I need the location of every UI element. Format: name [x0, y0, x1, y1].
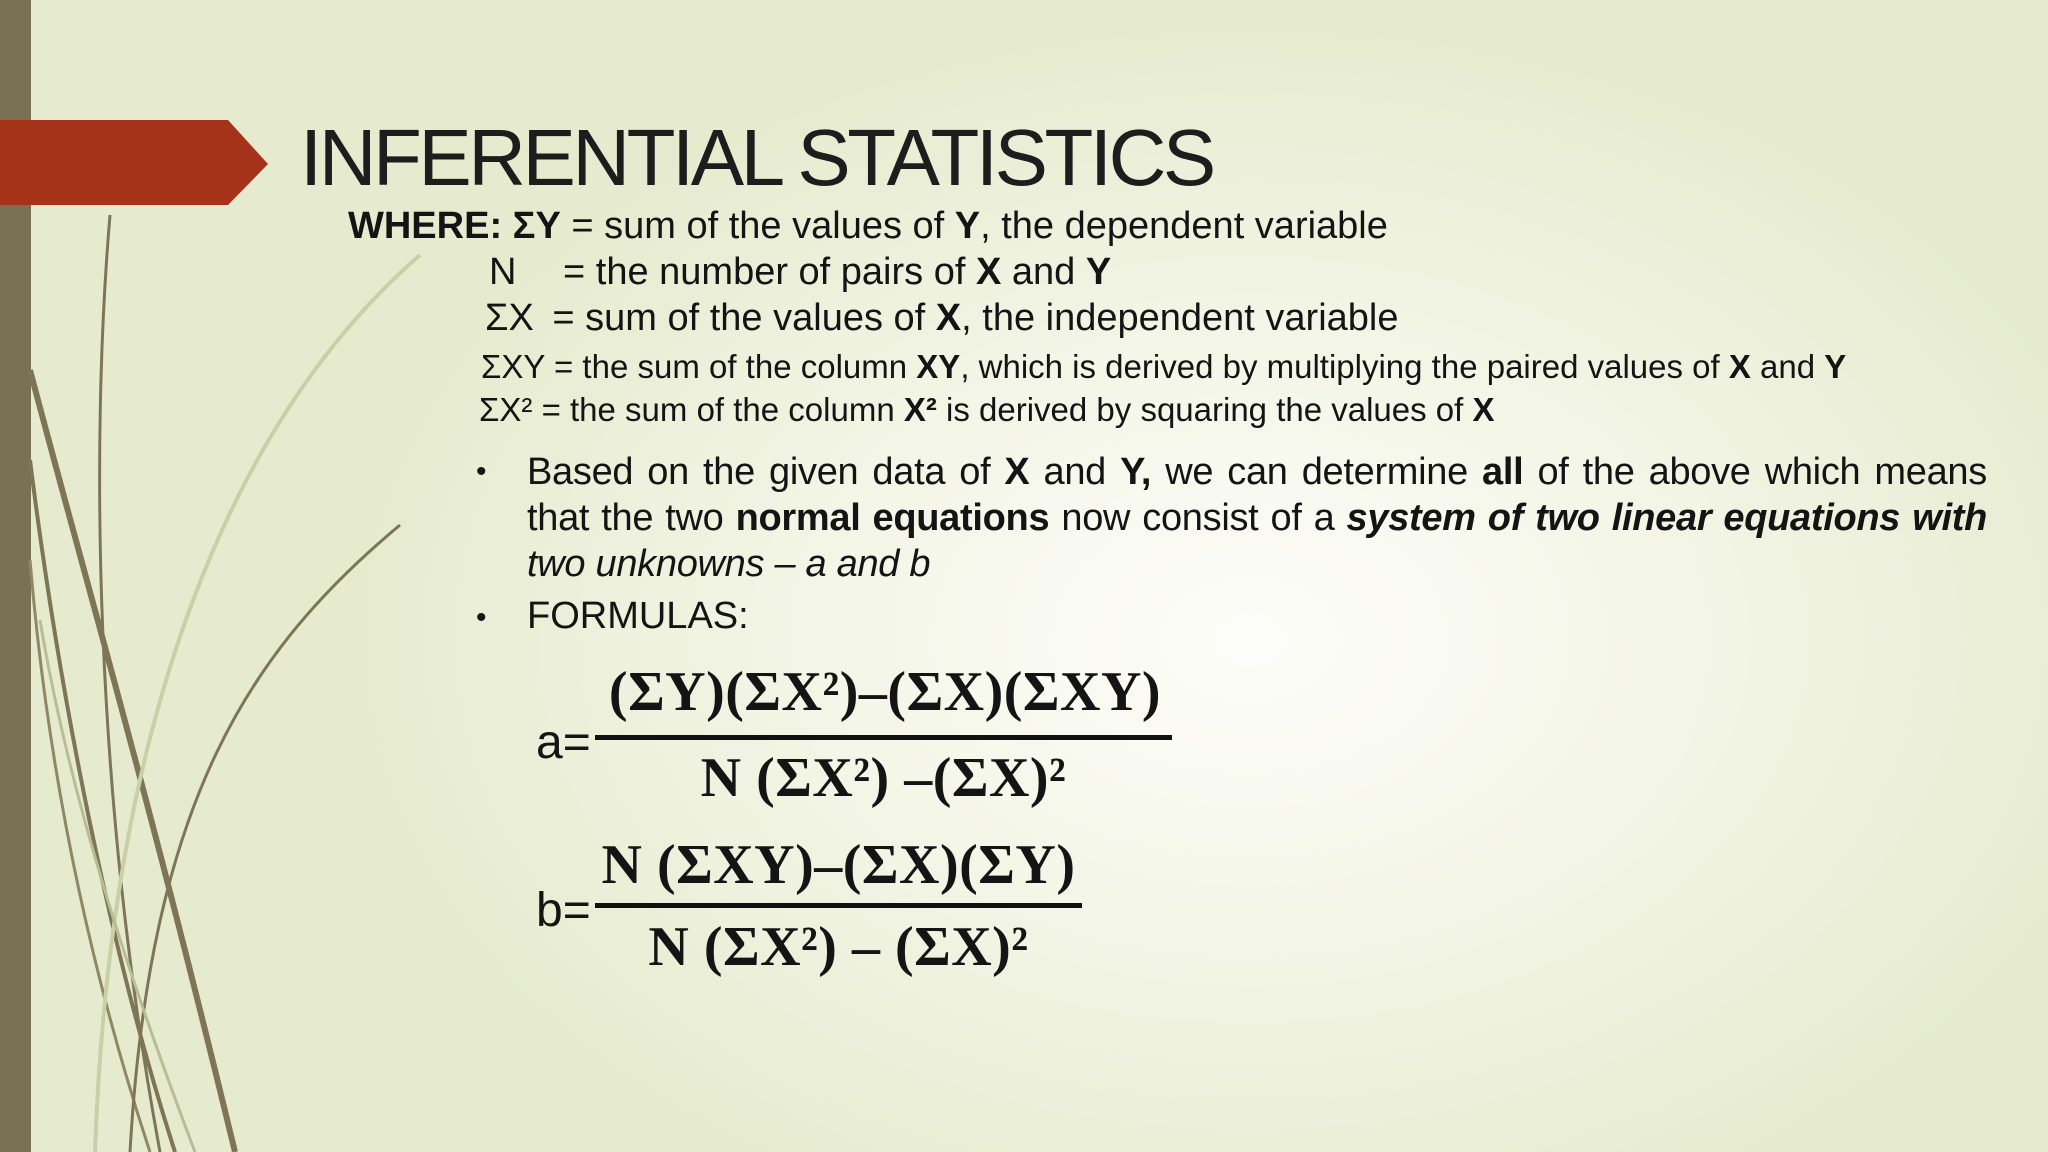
def-symbol: ΣY [512, 205, 561, 247]
para-text: Based on the given data of [527, 451, 1005, 493]
where-label: WHERE: [348, 205, 503, 247]
formula-a-fraction-bar [595, 735, 1172, 740]
def-symbol: ΣXY [481, 348, 545, 385]
def-text: and [1001, 251, 1086, 293]
def-var: X² [903, 391, 937, 428]
definition-sum-x-squared [479, 391, 1495, 429]
formula-b-fraction-bar [595, 903, 1082, 908]
slide-title: INFERENTIAL STATISTICS [300, 113, 1213, 202]
def-text: is derived by squaring the values of [936, 391, 1473, 428]
def-symbol: ΣX² [479, 391, 533, 428]
def-var: X [1472, 391, 1495, 428]
formula-b-label: b= [536, 884, 591, 937]
def-var: X [935, 297, 962, 339]
para-emphasis: all [1482, 451, 1524, 493]
formula-b-denominator: N (ΣX²) – (ΣX)² [648, 916, 1029, 978]
bullet-paragraph [527, 449, 1987, 587]
def-var: Y [1085, 251, 1112, 293]
def-text: and [1750, 348, 1825, 385]
def-text: = sum of the values of [541, 297, 936, 339]
def-text: , the dependent variable [980, 205, 1388, 247]
def-var: Y [954, 205, 981, 247]
def-text: = the sum of the column [532, 391, 904, 428]
formula-a-numerator: (ΣY)(ΣX²)–(ΣX)(ΣXY) [608, 661, 1162, 723]
def-text: = the sum of the column [544, 348, 917, 385]
def-text: , the independent variable [961, 297, 1399, 339]
def-var: X [1728, 348, 1751, 385]
formulas-label: FORMULAS: [527, 595, 749, 637]
definition-n [489, 251, 1111, 294]
def-text: = sum of the values of [560, 205, 955, 247]
definition-sum-y [348, 205, 1388, 248]
para-italic: two unknowns – a and b [527, 543, 931, 585]
para-text: and [1029, 451, 1121, 493]
formula-a-label: a= [536, 716, 591, 769]
para-text: now consist of a [1049, 497, 1347, 539]
def-var: Y [1824, 348, 1847, 385]
def-var: XY [916, 348, 961, 385]
definition-sum-xy [481, 348, 1846, 386]
formula-b-numerator: N (ΣXY)–(ΣX)(ΣY) [601, 834, 1076, 896]
def-symbol: ΣX [485, 297, 534, 339]
para-emphasis: normal equations [735, 497, 1050, 539]
def-text: , which is derived by multiplying the paired values of [960, 348, 1729, 385]
bullet-marker: • [476, 601, 487, 634]
bullet-marker: • [476, 455, 487, 488]
def-var: X [975, 251, 1002, 293]
definition-sum-x [485, 297, 1398, 340]
para-text: of the above which means that the two [527, 451, 1987, 539]
title-arrow-shape [0, 0, 280, 210]
def-symbol: N [489, 251, 517, 293]
para-var: Y, [1120, 451, 1152, 493]
def-text: = the number of pairs of [552, 251, 976, 293]
para-italic-bold: system of two linear equations with [1346, 497, 1987, 539]
para-text: we can determine [1151, 451, 1483, 493]
para-var: X [1004, 451, 1030, 493]
formula-a-denominator: N (ΣX²) –(ΣX)² [700, 747, 1067, 809]
